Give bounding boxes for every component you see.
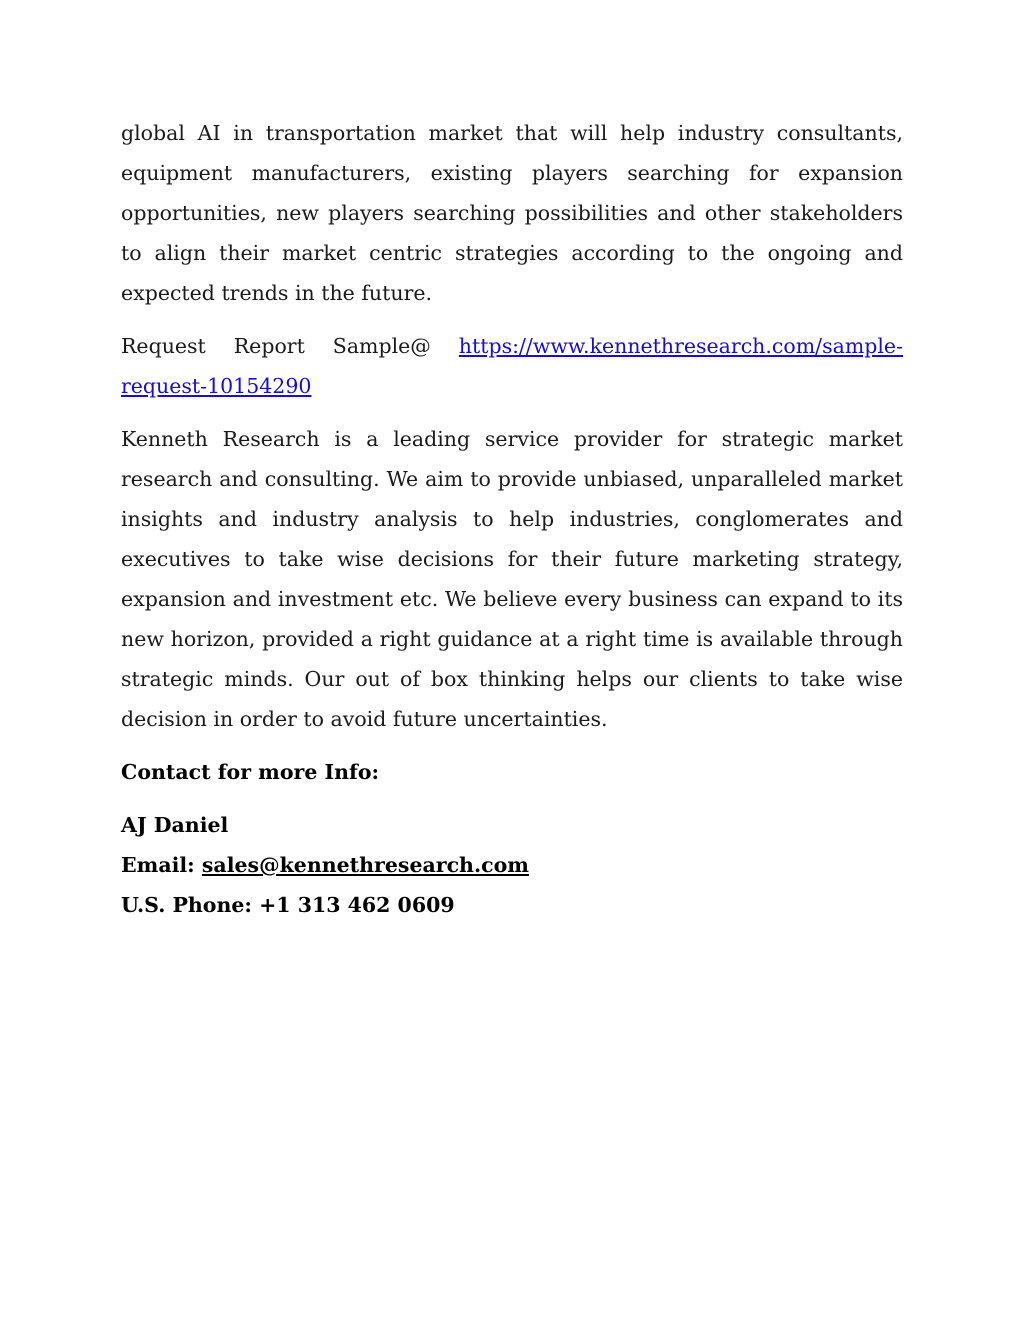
contact-heading: Contact for more Info: — [121, 760, 380, 784]
company-description-paragraph: Kenneth Research is a leading service provider for strategic market research and consulting. We aim to provide unbiased, unparalleled market insights and industry analysis to help industries, conglomerates and executives to take wise decisions for their future marketing strategy, expansion and investment etc. We believe every business can expand to its new horizon, provided a right guidance at a right time is available through strategic minds. Our out of box thinking helps our clients to take wise decision in order to avoid future uncertainties. — [121, 427, 903, 731]
document-page — [121, 113, 903, 925]
market-description-paragraph: global AI in transportation market that will help industry consultants, equipment manufacturers, existing players searching for expansion opportunities, new players searching possibilities and other stakeholders to align their market centric strategies according to the ongoing and expected trends in the future. — [121, 121, 903, 305]
contact-email-line — [121, 845, 903, 885]
contact-name: AJ Daniel — [121, 813, 229, 837]
email-label: Email: — [121, 853, 195, 877]
request-sample-link[interactable]: https://www.kennethresearch.com/sample-request-10154290 — [121, 334, 903, 398]
request-sample-paragraph — [121, 326, 903, 406]
email-link[interactable]: sales@kennethresearch.com — [201, 853, 529, 877]
contact-phone: U.S. Phone: +1 313 462 0609 — [121, 893, 455, 917]
request-sample-label: Request Report Sample@ — [121, 334, 431, 358]
contact-block — [121, 805, 903, 925]
